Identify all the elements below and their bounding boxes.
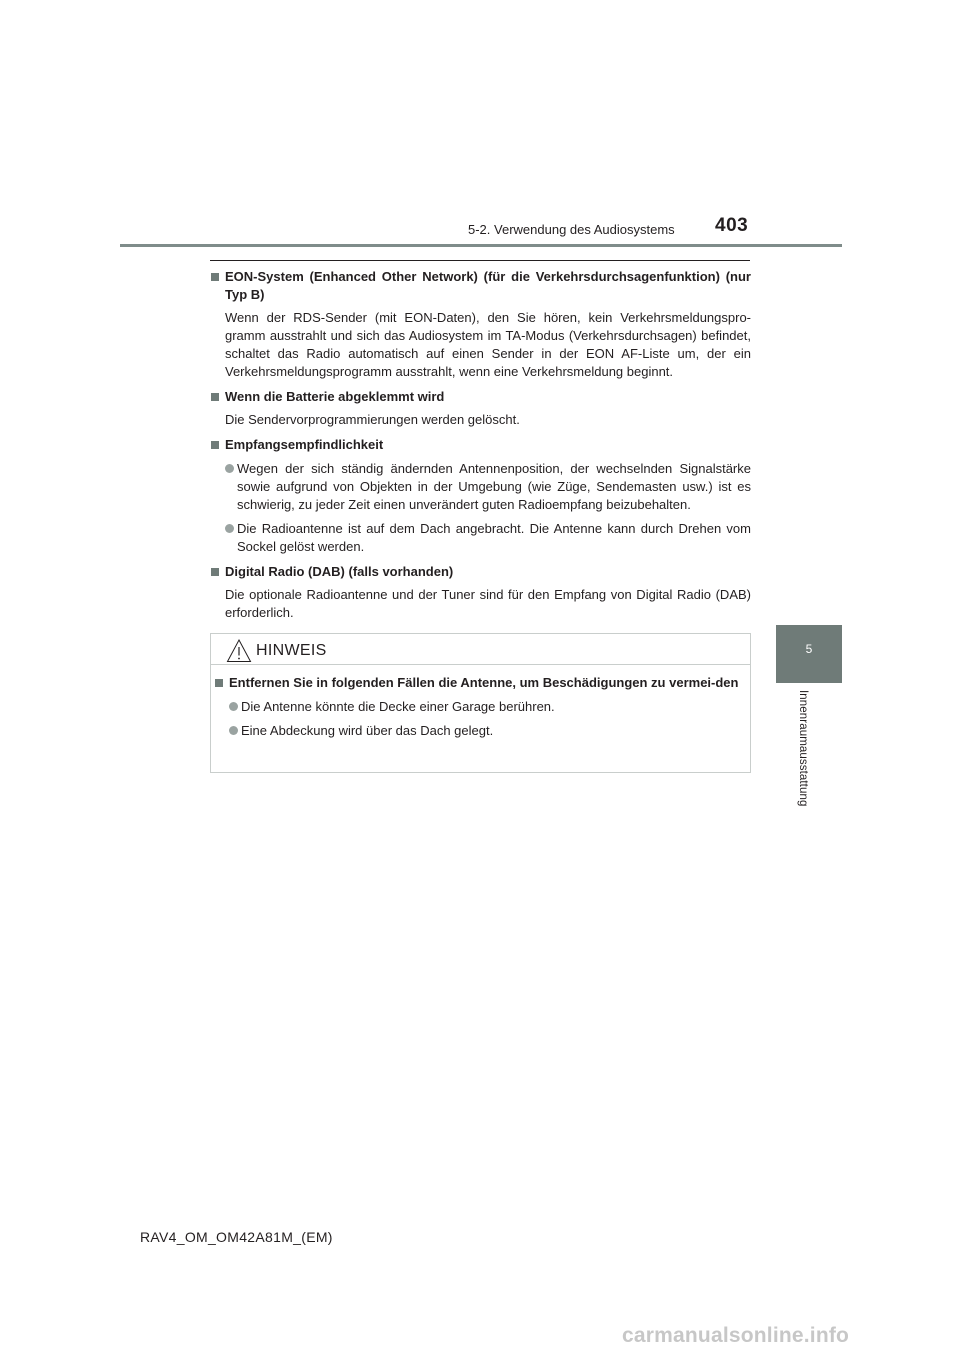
running-header-title: 5-2. Verwendung des Audiosystems (468, 222, 675, 237)
round-bullet-icon (229, 702, 238, 711)
bullet-text: Die Radioantenne ist auf dem Dach angebracht. Die Antenne kann durch Drehen vom Sockel gelöst werden. (237, 521, 751, 554)
section-heading (210, 563, 751, 581)
section-reception (210, 436, 751, 556)
document-code: RAV4_OM_OM42A81M_(EM) (140, 1229, 333, 1245)
watermark: carmanualsonline.info (622, 1324, 850, 1347)
square-bullet-icon (215, 679, 223, 687)
square-bullet-icon (211, 393, 219, 401)
square-bullet-icon (211, 441, 219, 449)
square-bullet-icon (211, 568, 219, 576)
section-heading (210, 388, 751, 406)
section-heading-text: Empfangsempfindlichkeit (225, 437, 384, 452)
main-content (210, 268, 751, 629)
section-eon (210, 268, 751, 381)
section-battery (210, 388, 751, 429)
header-rule (120, 244, 842, 247)
section-heading (210, 436, 751, 454)
bullet-item (210, 460, 751, 514)
square-bullet-icon (211, 273, 219, 281)
chapter-number: 5 (805, 642, 813, 656)
section-heading (210, 268, 751, 304)
section-paragraph: Die optionale Radioantenne und der Tuner sind für den Empfang von Digital Radio (DAB) erforderlich. (225, 587, 751, 620)
section-heading-text: EON-System (Enhanced Other Network) (für die Verkehrsdurchsagenfunktion) (nur Typ B) (225, 269, 751, 302)
bullet-item (214, 722, 740, 740)
notice-heading-text: Entfernen Sie in folgenden Fällen die Antenne, um Beschädigungen zu vermei-den (229, 675, 739, 690)
bullet-item (214, 698, 740, 716)
chapter-label: Innenraumausstattung (797, 690, 809, 807)
bullet-item (210, 520, 751, 556)
round-bullet-icon (225, 524, 234, 533)
section-dab (210, 563, 751, 622)
chapter-tab (776, 625, 842, 683)
notice-heading (214, 674, 740, 692)
bullet-text: Die Antenne könnte die Decke einer Garage berühren. (241, 699, 555, 714)
bullet-text: Eine Abdeckung wird über das Dach gelegt. (241, 723, 494, 738)
round-bullet-icon (229, 726, 238, 735)
section-paragraph: Wenn der RDS-Sender (mit EON-Daten), den Sie hören, kein Verkehrsmeldungspro-gramm ausstrahlt und sich das Audiosystem im TA-Modus (Verkehrsdurchsagen) befindet, schaltet das Radio automatisch auf einen Sender in der EON AF-Liste um, der ein Verkehrsmeldungsprogramm ausstrahlt, wenn eine Verkehrsmeldung beginnt. (225, 310, 751, 379)
bullet-text: Wegen der sich ständig ändernden Antennenposition, der wechselnden Signalstärke sowie aufgrund von Objekten in der Umgebung (wie Züge, Sendemasten usw.) ist es schwierig, zu jeder Zeit einen unverändert guten Radioempfang beizubehalten. (237, 461, 751, 512)
page-number: 403 (715, 215, 749, 236)
notice-title: HINWEIS (256, 642, 327, 659)
notice-box (210, 633, 751, 773)
notice-divider (211, 664, 750, 665)
section-paragraph: Die Sendervorprogrammierungen werden gelöscht. (225, 412, 520, 427)
round-bullet-icon (225, 464, 234, 473)
warning-triangle-icon (226, 638, 252, 664)
section-heading-text: Digital Radio (DAB) (falls vorhanden) (225, 564, 454, 579)
notice-body (214, 674, 740, 740)
section-heading-text: Wenn die Batterie abgeklemmt wird (225, 389, 445, 404)
content-top-rule (210, 260, 750, 261)
